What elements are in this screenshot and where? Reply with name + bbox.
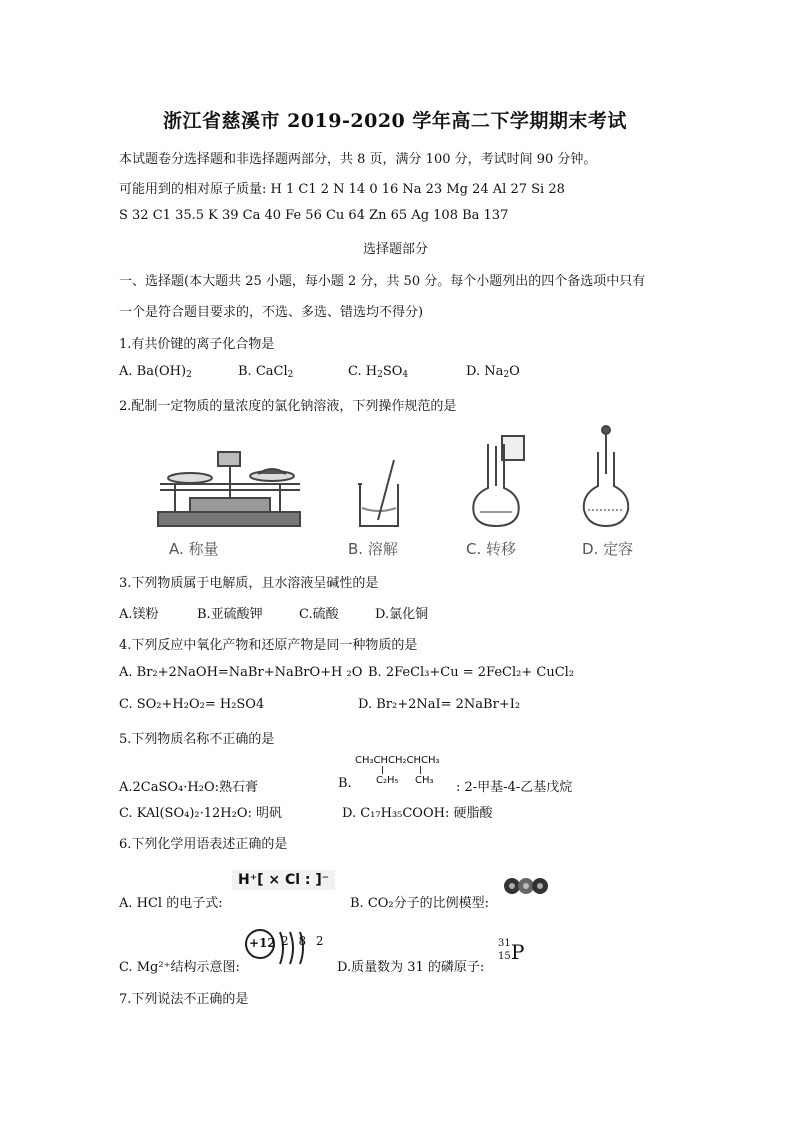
phosphorus-symbol: P	[511, 940, 525, 964]
question-1-stem: 1.有共价键的离子化合物是	[119, 337, 275, 352]
dropper-flask-illustration	[578, 424, 634, 530]
section-instruction-1: 一、选择题(本大题共 25 小题，每小题 2 分，共 50 分。每个小题列出的四个备选项中只有	[119, 274, 646, 289]
question-2-stem: 2.配制一定物质的量浓度的氯化钠溶液，下列操作规范的是	[119, 399, 457, 414]
section-title: 选择题部分	[363, 242, 429, 257]
q1-option-a-text: A. Ba(OH)	[119, 364, 187, 379]
q1-option-d-text2: O	[509, 364, 520, 379]
q4-option-d: D. Br₂+2NaI= 2NaBr+I₂	[358, 697, 521, 712]
q5-option-a: A.2CaSO₄·H₂O:熟石膏	[119, 780, 258, 795]
q3-option-c: C.硫酸	[299, 607, 339, 622]
q1-option-c-text2: SO	[382, 364, 403, 379]
q6-option-d: D.质量数为 31 的磷原子:	[337, 960, 485, 975]
q1-option-b	[238, 364, 293, 380]
phosphorus-mass-number: 31	[498, 938, 511, 949]
q1-option-a-sub: 2	[186, 370, 192, 380]
q1-option-d	[466, 364, 520, 380]
q1-option-c	[348, 364, 408, 380]
q1-option-a	[119, 364, 192, 380]
beaker-illustration	[354, 458, 404, 530]
q5-option-b-name: : 2-甲基-4-乙基戊烷	[456, 780, 573, 795]
q4-option-a: A. Br₂+2NaOH=NaBr+NaBrO+H ₂O	[119, 665, 363, 680]
transfer-flask-illustration	[466, 430, 536, 530]
q1-option-c-sub4: 4	[402, 370, 409, 380]
q2-caption-a: A. 称量	[169, 540, 219, 558]
q6-option-b: B. CO₂分子的比例模型:	[350, 896, 490, 911]
co2-space-filling-model	[502, 876, 550, 896]
q5-structure-bond-right	[420, 766, 421, 774]
q5-option-c: C. KAl(SO₄)₂·12H₂O: 明矾	[119, 806, 283, 821]
hcl-electron-formula: H⁺[ ⨯ Cl : ]⁻	[232, 870, 335, 890]
q3-option-b: B.亚硫酸钾	[197, 607, 263, 622]
question-5-stem: 5.下列物质名称不正确的是	[119, 732, 275, 747]
phosphorus-atomic-number: 15	[498, 951, 511, 962]
balance-illustration	[150, 444, 310, 534]
q5-option-d: D. C₁₇H₃₅COOH: 硬脂酸	[342, 806, 493, 821]
q5-structure-main-chain: CH₃CHCH₂CHCH₃	[355, 755, 440, 766]
q1-option-b-sub: 2	[287, 370, 294, 380]
q2-caption-d: D. 定容	[582, 540, 634, 558]
atomic-masses-line2: S 32 C1 35.5 K 39 Ca 40 Fe 56 Cu 64 Zn 65 Ag 108 Ba 137	[119, 208, 509, 223]
q2-caption-b: B. 溶解	[348, 540, 398, 558]
q3-option-d: D.氯化铜	[375, 607, 429, 622]
q1-option-d-text: D. Na	[466, 364, 504, 379]
q6-option-a: A. HCl 的电子式:	[119, 896, 223, 911]
question-7-stem: 7.下列说法不正确的是	[119, 992, 249, 1007]
atomic-masses-line1: 可能用到的相对原子质量: H 1 C1 2 N 14 0 16 Na 23 Mg 24 Al 27 Si 28	[119, 182, 565, 197]
exam-intro: 本试题卷分选择题和非选择题两部分，共 8 页，满分 100 分，考试时间 90 分钟。	[119, 152, 597, 167]
q5-option-b-label: B.	[338, 776, 352, 791]
question-4-stem: 4.下列反应中氧化产物和还原产物是同一种物质的是	[119, 638, 418, 653]
q5-structure-bond-left	[382, 766, 383, 774]
q5-structure-ethyl: C₂H₅	[376, 775, 399, 786]
section-instruction-2: 一个是符合题目要求的，不选、多选、错选均不得分)	[119, 305, 424, 320]
q3-option-a: A.镁粉	[119, 607, 159, 622]
question-6-stem: 6.下列化学用语表述正确的是	[119, 837, 288, 852]
q1-option-d-sub: 2	[503, 370, 510, 380]
q5-structure-methyl: CH₃	[415, 775, 434, 786]
q2-caption-c: C. 转移	[466, 540, 517, 558]
page-title: 浙江省慈溪市 2019-2020 学年高二下学期期末考试	[163, 110, 627, 132]
mg-nucleus-charge: +12	[249, 936, 276, 950]
q1-option-b-text: B. CaCl	[238, 364, 288, 379]
q1-option-c-text: C. H	[348, 364, 378, 379]
question-3-stem: 3.下列物质属于电解质，且水溶液呈碱性的是	[119, 576, 379, 591]
mg-shell-electrons: 2 8 2	[281, 934, 327, 948]
q4-option-c: C. SO₂+H₂O₂= H₂SO4	[119, 697, 265, 712]
q4-option-b: B. 2FeCl₃+Cu = 2FeCl₂+ CuCl₂	[368, 665, 575, 680]
q1-option-c-sub: 2	[377, 370, 383, 380]
q6-option-c: C. Mg²⁺结构示意图:	[119, 960, 240, 975]
